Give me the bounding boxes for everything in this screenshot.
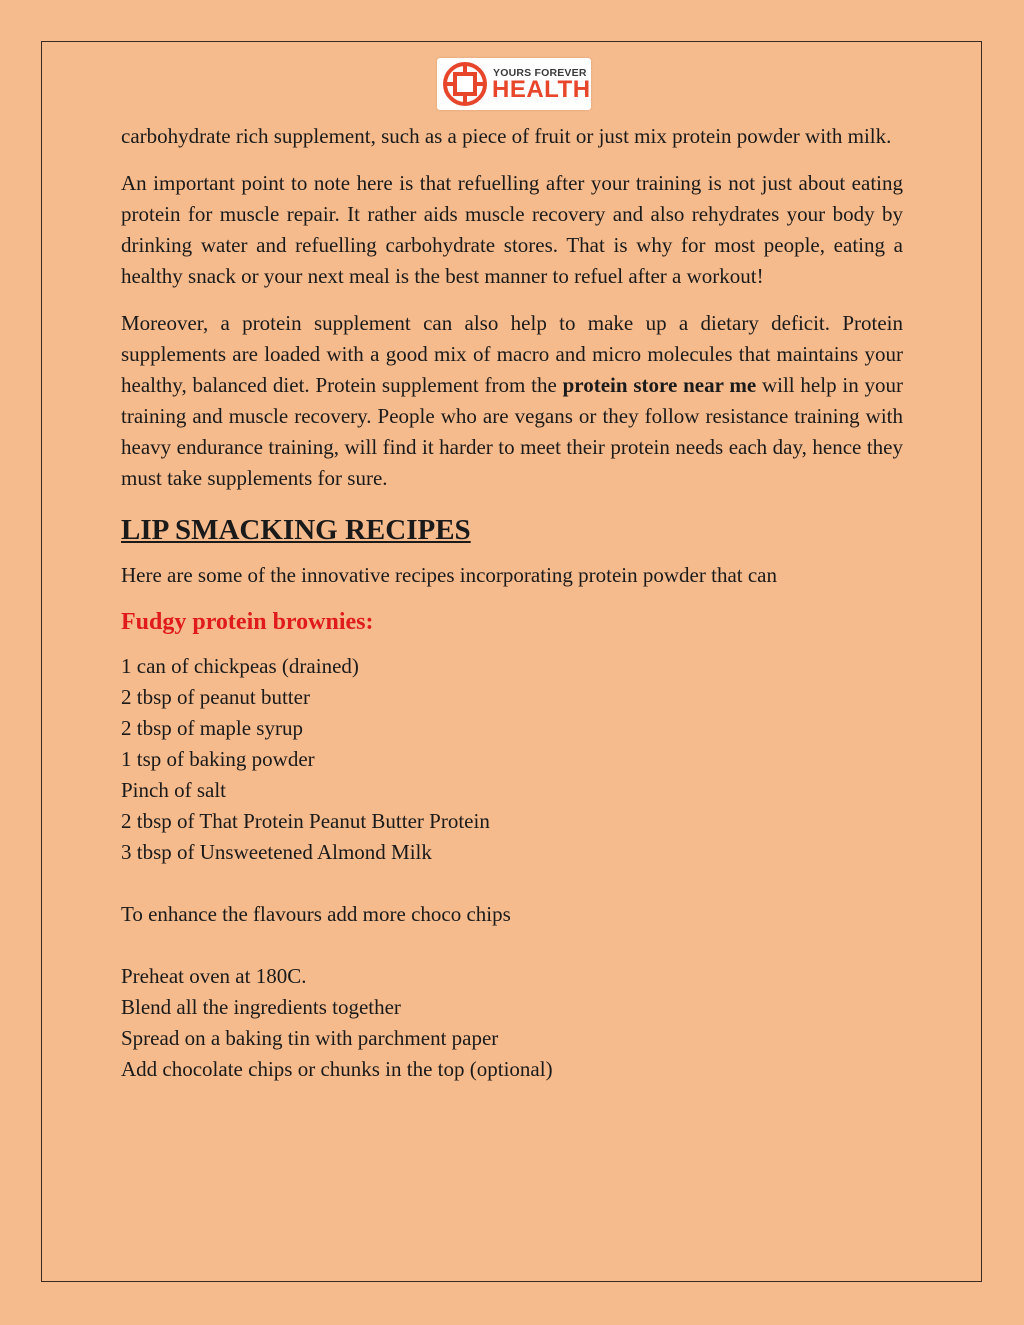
paragraph-text-after: will help in your training and muscle recovery. People who are vegans or they follow resistance training with heavy endurance training, will find it harder to meet their protein needs each day, hence they must take supplements for sure. (121, 373, 903, 490)
recipe-title: Fudgy protein brownies: (121, 609, 374, 635)
recipe-tip: To enhance the flavours add more choco chips (121, 902, 511, 926)
step-item: Add chocolate chips or chunks in the top (optional) (121, 1057, 553, 1081)
section-heading: LIP SMACKING RECIPES (121, 514, 471, 546)
ingredient-item: 1 tsp of baking powder (121, 747, 315, 771)
ingredient-item: 2 tbsp of peanut butter (121, 685, 310, 709)
ingredient-item: 3 tbsp of Unsweetened Almond Milk (121, 840, 432, 864)
logo-emblem-icon (442, 61, 488, 107)
paragraph-carbohydrate: carbohydrate rich supplement, such as a piece of fruit or just mix protein powder with milk. (121, 124, 892, 148)
ingredients-list (121, 651, 903, 868)
document-body (121, 121, 903, 1085)
step-item: Blend all the ingredients together (121, 995, 401, 1019)
steps-list (121, 961, 903, 1085)
ingredient-item: 1 can of chickpeas (drained) (121, 654, 359, 678)
brand-logo (437, 58, 591, 110)
logo-top-text: YOURS FOREVER (493, 67, 587, 79)
step-item: Spread on a baking tin with parchment paper (121, 1026, 499, 1050)
paragraph-text-before: Moreover, a protein supplement can also help to make up a dietary deficit. Protein supplements are loaded with a good mix of macro and micro molecules that maintains your healthy, balanced diet. Protein supplement from the (121, 311, 903, 397)
recipes-intro: Here are some of the innovative recipes incorporating protein powder that can (121, 563, 777, 587)
ingredient-item: 2 tbsp of maple syrup (121, 716, 303, 740)
blank-line (121, 868, 903, 899)
ingredient-item: 2 tbsp of That Protein Peanut Butter Protein (121, 809, 490, 833)
paragraph-refuelling: An important point to note here is that refuelling after your training is not just about eating protein for muscle repair. It rather aids muscle recovery and also rehydrates your body by drinking water and refuelling carbohydrate stores. That is why for most people, eating a healthy snack or your next meal is the best manner to refuel after a workout! (121, 171, 903, 288)
step-item: Preheat oven at 180C. (121, 964, 307, 988)
ingredient-item: Pinch of salt (121, 778, 226, 802)
tip-block (121, 899, 903, 930)
logo-bottom-text: HEALTH (492, 76, 591, 103)
protein-store-keyword: protein store near me (562, 373, 757, 397)
blank-line (121, 930, 903, 961)
paragraph-protein-supplement (121, 308, 903, 494)
